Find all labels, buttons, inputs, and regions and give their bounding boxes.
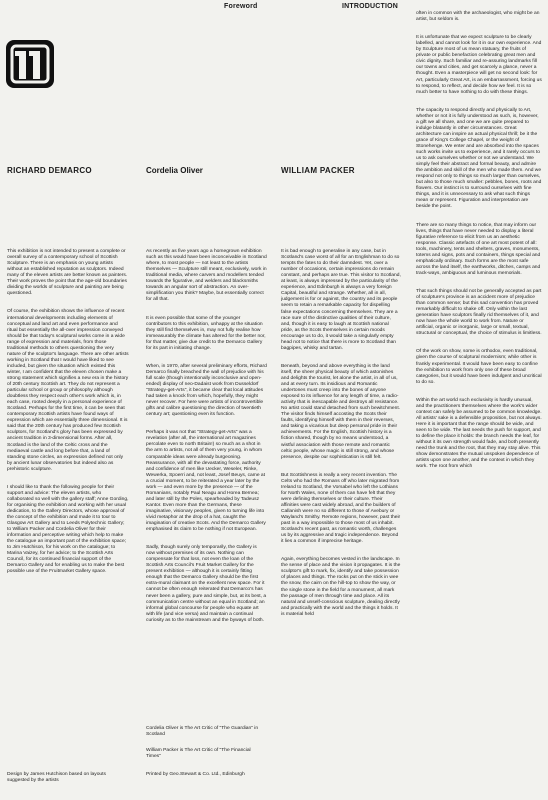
- design-credit: Design by James Hutchison based on layouts suggested by the artists: [7, 772, 106, 783]
- packer-essay-column-1: [281, 243, 401, 798]
- paragraph: When, in 1970, after several preliminary efforts, Richard Demarco finally breached the wall of prejudice with his full scale (though intentionally inconclusive and open-ended) display of neo-Dadaist work from Dusseldorf "Strategy-get-Arts", it became clear that local attitudes had taken a knock from which, hopefully, they might never recover. For here were artists of incontrovertible gifts and calibre questioning the direction of twentieth century art; questioning even its function.: [146, 363, 267, 418]
- author-packer: WILLIAM PACKER: [281, 166, 355, 175]
- paragraph: Perhaps it was not that "Strategy-get-Arts" was a revelation (after all, the international art magazines percolate even to north Britain!) so much as a shot in the arm to artists, not all of them very young, in whom comparable ideas were already burgeoning. Reassurance, with all the devastating force, authority and confidence of men like Uecker, Weseler, Rinke, Wewerka, Spoerri and, not least, Josef Beuys, came at a crucial moment, to be reiterated a year later by the work — and even more by the presence — of the Romanians, notably Paul Neagu and Horea Bernea; and later still by the Poles, spearheaded by Tadeusz Kantor. Even more than the Germans, these imaginative, visionary peoples, given to turning life into vivid metaphor at the drop of a hat, caught the imagination of creative Scots. And the Demarco Gallery emphasised its claim to be nothing if not European.: [146, 430, 266, 533]
- paragraph: That such things should not be generally accepted as part of sculpture's province is an accident more of prejudice than common sense; but this sad convention has proved remarkably difficult to shake off. Only within the last generation have sculptors finally rid themselves of it, and now have the whole world to work from. Nature or artificial, organic or inorganic, large or small, textual, structural or conceptual, the choice of stimulus is limitless.: [416, 289, 542, 337]
- author-demarco: RICHARD DEMARCO: [7, 166, 92, 175]
- author-oliver: Cordelia Oliver: [146, 166, 203, 175]
- paragraph: The capacity to respond directly and physically to Art, whether or not it is fully understood as such, is, however, a gift we all share, and one we are quite prepared to indulge blatantly in other circumstances. Great architecture can inspire an actual physical thrill; be it the grace of King's College Chapel, or the weight of Stonehenge. We enter and are absorbed into the spaces such works invite us to experience, and it rarely occurs to us to ask ourselves whether or not we understand. We simply feel their abstract and formal beauty, and admire the ambition and skill of the men who made them. And we respond not only to things so much larger than ourselves, but also to those much smaller: pebbles, bones, roots and flowers. Our instinct is to surround ourselves with fine things, and it is unnecessary to ask what such things mean or represent. Figuration and interpretation are beside the point.: [416, 107, 542, 210]
- paragraph: Of course, the exhibition shows the influence of recent international developments including elements of conceptual and land art and even performance and ritual but essentially the all-over impression conveyed should be that today's sculptural works come in a wide range of expression and materials, from those traditional methods to others questioning the very nature of the sculptor's language. There are other artists working in Scotland that I would have liked to see included, but given the situation which existed this winter, I am confident that the eleven chosen make a strong statement which signifies a new era in the history of 20th century Scottish art. They do not represent a particular school or group or philosophy although doubtless they respect each other's work which is, in each case, rooted deeply in a personal experience of Scotland. Perhaps for the first time, it can be seen that contemporary Scottish artists have found ways of expression which are essentially three dimensional. It is said that the 20th century has produced few Scottish sculptors, for Scotland's glory has been expressed by ancient tradition in 3-dimensional forms. After all, Scotland is the land of the Celtic cross and the mediaeval castle and long before that, a land of standing stone circles, an expression defined not only by ancient lunar observatories but indeed also as prehistoric sculpture.: [7, 309, 129, 472]
- oliver-credit: Cordelia Oliver is The Art Critic of "The Guardian" in Scotland: [146, 726, 259, 737]
- paragraph: often in common with the archaeologist, who might be an artist, but seldom is.: [416, 11, 540, 23]
- paragraph: Sadly, though surely only temporarily, the Gallery is now without premises of its own. Nothing can compensate for that loss, not even the loan of the Scottish Arts Council's Fruit Market Gallery for the present exhibition — although it is certainly fitting enough that the Demarco Gallery should be the first extra-mural claimant on the excellent new space. For it cannot be often enough reiterated that Demarco's has never been a gallery, pure and simple, but, at its best, a communication centre without an equal in Scotland; an informal global concourse for people who equate art with life (and vice versa) and maintain a continual curiosity as to the mainstream and the byways of both.: [146, 545, 267, 623]
- paragraph: Again, everything becomes vested in the landscape. In the sense of place and the vision it propagates. It is the sculptor's gift to mark, fix, identify and take possession of places and things. The rocks put on the stick in wee the snow, the cairn on the hill-top to show the way, or the single stone in the field for a monument, all mark the passage of men through time and place. All its natural and unself-conscious sculpture, dealing directly and practically with the world and the things it holds. It is material held: [281, 557, 401, 617]
- paragraph: There are so many things to notice, that may inform our lives, things that have never needed to display a literal figurative reference to elicit from us an aesthetic response. Classic artefacts of one art most potent of all: tools, machinery, tents and shelters, graves, monuments, totems and signs, pots and containers, things special and emphatically ordinary. Such forms are the most safe across the land itself, the earthworks, ditches, camps and track-ways, ambiguous and luminous memorials.: [416, 222, 541, 276]
- paragraph: It is even possible that some of the younger contributors to this exhibition, unhappy at the situation they still find themselves in, may not fully realise how immeasurably the climate has altered for the better nor, for that matter, give due credit to the Demarco Gallery for its part in initiating change.: [146, 315, 266, 351]
- paragraph: It is unfortunate that we expect sculpture to be clearly labelled, and cannot look for it in our own experience. And by Sculpture most of us mean statuary, the fruits of private or public benefaction celebrating great men and civic dignity. Such familiar and re-assuring landmarks fill our towns and cities, and get scarcely a glance, never a thought. Even a masterpiece will get no second look: for Art, particularly Great Art, is an embarrassment, forcing us to respond, to reflect, and decide how we feel. It is so much better to have nothing to do with these things.: [416, 35, 542, 95]
- paragraph: I should like to thank the following people for their support and advice: The eleven artists, who collaborated so well with the gallery staff; Anne Gording, for organising the exhibition and working with her usual dedication, to the Gallery Directors, whose approval of the concept of the exhibition and made it to tour to Glasgow Art Gallery and to Leeds Polytechnic Gallery; to William Packer and Cordelia Oliver for their information and perceptive writing which help to make the catalogue an important part of the exhibition space; to Jim Hutchison, for his work on the catalogue; to Marina Vaizey, for her advice; to the Scottish Arts Council, for its continued financial support of the Demarco Gallery and for enabling us to make the best possible use of the Fruitmarket Gallery space.: [7, 484, 129, 575]
- packer-credit: William Packer is The Art Critic of "The Financial Times": [146, 748, 251, 759]
- oliver-essay: [146, 243, 267, 798]
- paragraph: As recently as five years ago a homegrown exhibition such as this would have been inconceivable in Scotland where, to most people — not least to the artists themselves — Sculpture still meant, exclusively, work in traditional media, where carvers and modellers tended towards the figurative, and welders and blacksmiths towards an angular sort of abstraction. An over-simplification you think? Maybe, but essentially correct for all that.: [146, 249, 267, 303]
- packer-essay-column-2: [416, 5, 542, 798]
- paragraph: Within the art world such exclusivity is hardly unusual, and the practitioners themselves where the work's wider context can safely be assumed to be common knowledge. All artists' sake is a defensible proposition, but not always. Here it is important that the range should be wide, and seen to be wide. The last needs the push for support, and to define the place it holds: the branch needs the leaf, for without it its own strength would fade, and both presently need the trunk and the root, that they may stay alive. This show demonstrates the mutual unspoken dependence of artists upon one another, and the context in which they work. The root from which: [416, 397, 542, 470]
- exhibition-11-logo: [6, 40, 54, 88]
- demarco-essay: [7, 243, 129, 663]
- paragraph: It is bad enough to generalise in any case, but in Scotland's case worst of all for an Englishman to do so tempts the fates to do their damndest. Yet, over a number of occasions, certain impressions do remain constant, and perhaps are true. This visitor to Scotland, at least, is always impressed by the particularity of the experience, and Edinburgh is always a very foreign Capital, beautiful and strange. Whether, all in all, judgement is for or against, the country and its people seem to retain a remarkable capacity for dispelling false expectations concerning themselves. They are a race sure of the distinctive qualities of their culture, and, though it is easy to laugh at Scottish national pride, as the Scots themselves in certain moods encourage us to do, it would take a singularly empty head not to notice that there is more to Scotland than bagpipes, whisky and tartan.: [281, 249, 401, 351]
- printed-credit: Printed by Geo.Stewart & Co. Ltd., Edinburgh: [146, 772, 245, 777]
- paragraph: Of the work on show, some is orthodox, even traditional, given the course of sculptural modernism; while other is frankly experimental. It would have been easy to confine the exhibition to work from only one of these broad categories, but it would have been indulgent and uncritical to do so.: [416, 349, 542, 385]
- foreword-heading: Foreword: [224, 3, 258, 10]
- paragraph: But Scottishness is really a very recent invention. The Celts who had the Romans off who later migrated from Ireland to Scotland, the Vorsabel who left the Lothians for North Wales, none of them can have felt that they were defining themselves or their culture. Their affinities were cast widely abroad, and the builders of Callanish were no so different to those of Avebury or Wayland's Smithy. Remote regions, however, past their past in a way impossible to those most of us inhabit. Scotland's recent past, as romantic worth, challenges us by its aggressive and tragic independence. Beyond it lies a common if imprecise heritage.: [281, 472, 401, 545]
- paragraph: This exhibition is not intended to present a complete or overall survey of a contemporary school of Scottish Sculpture. There is an emphasis on young artists without an established reputation as sculptors. Indeed many of the eleven artists are better known as painters. Their work proves the point that the age-old boundaries dividing the worlds of sculpture and painting are being questioned.: [7, 249, 128, 297]
- introduction-heading: INTRODUCTION: [342, 3, 399, 10]
- paragraph: Beneath, beyond and above everything is the land itself, the sheer physical beauty of which astonishes and delights the tourist, let alone the artist, in all of us, and at every turn. Its insidious and Romantic undertones must creep into the bones of anyone exposed to its influence for any length of time, a radio-activity that is inescapable and destroys all resistance. No artist could stand detached from such bewitchment. The visitor finds himself accosting the Scots their faults, identifying himself with them in their reverses, and taking a vicarious but deep personal pride in their achievements. For the English, Scottish history is a fiction shared, though by no means understood, a wistful association with those remote and romantic celtic people, whose magic is still strong, and whose presence, despite our sophistication is still felt.: [281, 363, 401, 460]
